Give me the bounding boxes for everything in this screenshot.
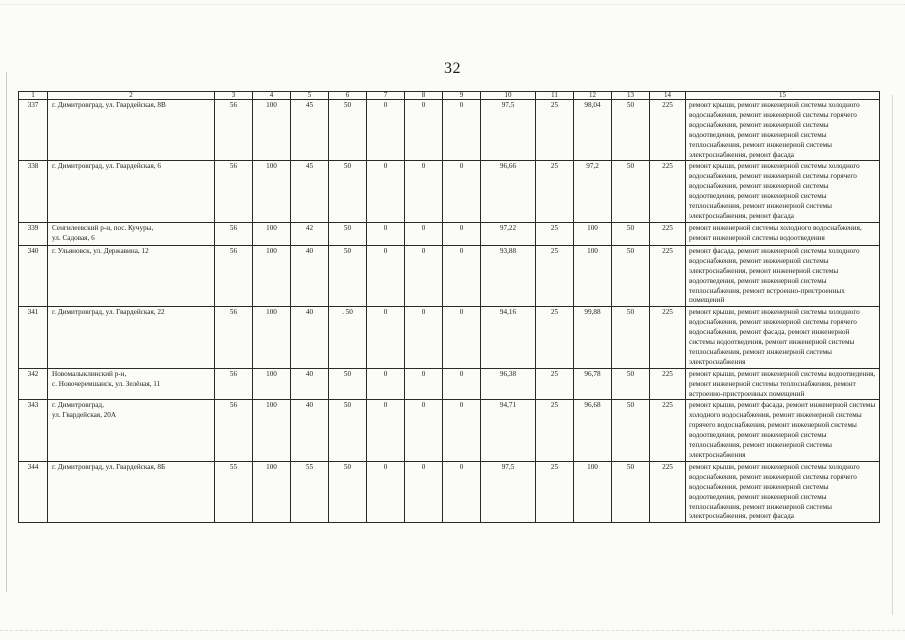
column-header: 13 bbox=[612, 92, 650, 100]
table-row bbox=[19, 461, 880, 522]
value-cell-c6: 50 bbox=[329, 245, 367, 306]
value-cell-c11: 25 bbox=[536, 100, 574, 161]
header-row bbox=[19, 92, 880, 100]
address-line: г. Ульяновск, ул. Державина, 12 bbox=[52, 246, 149, 255]
row-number: 344 bbox=[19, 461, 48, 522]
value-cell-c14: 225 bbox=[650, 368, 686, 400]
value-cell-c7: 0 bbox=[367, 307, 405, 368]
value-cell-c9: 0 bbox=[443, 161, 481, 222]
column-header: 12 bbox=[574, 92, 612, 100]
value-cell-c8: 0 bbox=[405, 461, 443, 522]
value-cell-c4: 100 bbox=[253, 222, 291, 245]
column-header: 1 bbox=[19, 92, 48, 100]
column-header: 8 bbox=[405, 92, 443, 100]
row-number: 337 bbox=[19, 100, 48, 161]
works-cell: ремонт крыши, ремонт фасада, ремонт инженерной системы холодного водоснабжения, ремонт инженерной системы горячего водоснабжения, ремонт инженерной системы водоотведения, ремонт инженерной системы теплоснабжения, ремонт инженерной системы электроснабжения bbox=[686, 400, 880, 461]
row-number: 338 bbox=[19, 161, 48, 222]
value-cell-c11: 25 bbox=[536, 307, 574, 368]
address-cell bbox=[48, 461, 215, 522]
value-cell-c5: 40 bbox=[291, 368, 329, 400]
value-cell-c11: 25 bbox=[536, 368, 574, 400]
value-cell-c6: . 50 bbox=[329, 307, 367, 368]
scan-left-edge bbox=[6, 72, 7, 592]
row-number: 339 bbox=[19, 222, 48, 245]
works-cell: ремонт крыши, ремонт инженерной системы водоотведения, ремонт инженерной системы теплоснабжения, ремонт встроенно-пристроенных помещений bbox=[686, 368, 880, 400]
value-cell-c13: 50 bbox=[612, 400, 650, 461]
value-cell-c3: 56 bbox=[215, 368, 253, 400]
table-row bbox=[19, 368, 880, 400]
value-cell-c12: 96,68 bbox=[574, 400, 612, 461]
value-cell-c10: 97,22 bbox=[481, 222, 536, 245]
column-header: 11 bbox=[536, 92, 574, 100]
value-cell-c13: 50 bbox=[612, 368, 650, 400]
value-cell-c4: 100 bbox=[253, 400, 291, 461]
address-line: Новомалыклинский р-н, bbox=[52, 369, 127, 378]
value-cell-c6: 50 bbox=[329, 400, 367, 461]
column-header: 7 bbox=[367, 92, 405, 100]
value-cell-c9: 0 bbox=[443, 222, 481, 245]
value-cell-c6: 50 bbox=[329, 100, 367, 161]
value-cell-c3: 56 bbox=[215, 161, 253, 222]
address-cell bbox=[48, 400, 215, 461]
address-line: г. Димитровград, ул. Гвардейская, 22 bbox=[52, 308, 165, 317]
value-cell-c11: 25 bbox=[536, 461, 574, 522]
address-line: г. Димитровград, bbox=[52, 401, 104, 410]
value-cell-c5: 40 bbox=[291, 307, 329, 368]
column-header: 6 bbox=[329, 92, 367, 100]
value-cell-c4: 100 bbox=[253, 307, 291, 368]
works-cell: ремонт крыши, ремонт инженерной системы холодного водоснабжения, ремонт инженерной системы горячего водоснабжения, ремонт инженерной системы водоотведения, ремонт инженерной системы теплоснабжения, ремонт инженерной системы электроснабжения, ремонт фасада bbox=[686, 100, 880, 161]
value-cell-c13: 50 bbox=[612, 245, 650, 306]
value-cell-c14: 225 bbox=[650, 400, 686, 461]
value-cell-c4: 100 bbox=[253, 368, 291, 400]
value-cell-c4: 100 bbox=[253, 245, 291, 306]
value-cell-c9: 0 bbox=[443, 100, 481, 161]
address-cell bbox=[48, 368, 215, 400]
column-header: 10 bbox=[481, 92, 536, 100]
value-cell-c8: 0 bbox=[405, 161, 443, 222]
scan-bottom-edge bbox=[0, 630, 905, 635]
value-cell-c13: 50 bbox=[612, 222, 650, 245]
address-line: г. Димитровград, ул. Гвардейская, 8Б bbox=[52, 462, 166, 471]
value-cell-c10: 97,5 bbox=[481, 461, 536, 522]
scan-top-edge bbox=[0, 4, 905, 9]
works-cell: ремонт крыши, ремонт инженерной системы холодного водоснабжения, ремонт инженерной системы горячего водоснабжения, ремонт инженерной системы водоотведения, ремонт инженерной системы теплоснабжения, ремонт инженерной системы электроснабжения, ремонт фасада bbox=[686, 161, 880, 222]
row-number: 342 bbox=[19, 368, 48, 400]
value-cell-c8: 0 bbox=[405, 100, 443, 161]
table-row bbox=[19, 161, 880, 222]
value-cell-c12: 98,04 bbox=[574, 100, 612, 161]
value-cell-c10: 96,66 bbox=[481, 161, 536, 222]
value-cell-c12: 100 bbox=[574, 461, 612, 522]
value-cell-c11: 25 bbox=[536, 222, 574, 245]
address-cell bbox=[48, 222, 215, 245]
value-cell-c11: 25 bbox=[536, 400, 574, 461]
value-cell-c12: 97,2 bbox=[574, 161, 612, 222]
table-row bbox=[19, 222, 880, 245]
value-cell-c7: 0 bbox=[367, 161, 405, 222]
value-cell-c14: 225 bbox=[650, 245, 686, 306]
column-header: 3 bbox=[215, 92, 253, 100]
register-table bbox=[18, 91, 880, 523]
address-line: г. Димитровград, ул. Гвардейская, 6 bbox=[52, 162, 161, 171]
table-row bbox=[19, 245, 880, 306]
value-cell-c3: 56 bbox=[215, 222, 253, 245]
value-cell-c10: 97,5 bbox=[481, 100, 536, 161]
value-cell-c7: 0 bbox=[367, 461, 405, 522]
value-cell-c4: 100 bbox=[253, 100, 291, 161]
value-cell-c7: 0 bbox=[367, 222, 405, 245]
value-cell-c8: 0 bbox=[405, 307, 443, 368]
value-cell-c5: 40 bbox=[291, 245, 329, 306]
address-cell bbox=[48, 100, 215, 161]
row-number: 343 bbox=[19, 400, 48, 461]
table-row bbox=[19, 307, 880, 368]
value-cell-c9: 0 bbox=[443, 307, 481, 368]
value-cell-c3: 56 bbox=[215, 307, 253, 368]
value-cell-c10: 93,88 bbox=[481, 245, 536, 306]
value-cell-c13: 50 bbox=[612, 461, 650, 522]
value-cell-c13: 50 bbox=[612, 307, 650, 368]
column-header: 2 bbox=[48, 92, 215, 100]
works-cell: ремонт инженерной системы холодного водоснабжения, ремонт инженерной системы водоотведения bbox=[686, 222, 880, 245]
address-cell bbox=[48, 307, 215, 368]
value-cell-c12: 100 bbox=[574, 222, 612, 245]
value-cell-c11: 25 bbox=[536, 245, 574, 306]
table-row bbox=[19, 100, 880, 161]
value-cell-c5: 55 bbox=[291, 461, 329, 522]
value-cell-c7: 0 bbox=[367, 100, 405, 161]
address-line: г. Димитровград, ул. Гвардейская, 8В bbox=[52, 101, 166, 109]
value-cell-c13: 50 bbox=[612, 161, 650, 222]
value-cell-c9: 0 bbox=[443, 368, 481, 400]
value-cell-c5: 45 bbox=[291, 161, 329, 222]
column-header: 5 bbox=[291, 92, 329, 100]
value-cell-c6: 50 bbox=[329, 222, 367, 245]
value-cell-c14: 225 bbox=[650, 222, 686, 245]
value-cell-c7: 0 bbox=[367, 400, 405, 461]
value-cell-c10: 94,71 bbox=[481, 400, 536, 461]
works-cell: ремонт крыши, ремонт инженерной системы холодного водоснабжения, ремонт инженерной системы горячего водоснабжения, ремонт инженерной системы водоотведения, ремонт инженерной системы теплоснабжения, ремонт инженерной системы электроснабжения, ремонт фасада bbox=[686, 461, 880, 522]
value-cell-c6: 50 bbox=[329, 461, 367, 522]
value-cell-c13: 50 bbox=[612, 100, 650, 161]
value-cell-c12: 99,88 bbox=[574, 307, 612, 368]
value-cell-c5: 42 bbox=[291, 222, 329, 245]
value-cell-c6: 50 bbox=[329, 368, 367, 400]
value-cell-c12: 96,78 bbox=[574, 368, 612, 400]
address-line: Сенгилеевский р-н, пос. Кучуры, bbox=[52, 223, 154, 232]
works-cell: ремонт фасада, ремонт инженерной системы холодного водоснабжения, ремонт инженерной системы электроснабжения, ремонт инженерной системы водоотведения, ремонт инженерной системы теплоснабжения, ремонт встроенно-пристроенных помещений bbox=[686, 245, 880, 306]
column-header: 15 bbox=[686, 92, 880, 100]
value-cell-c14: 225 bbox=[650, 161, 686, 222]
value-cell-c3: 56 bbox=[215, 400, 253, 461]
value-cell-c8: 0 bbox=[405, 222, 443, 245]
column-header: 9 bbox=[443, 92, 481, 100]
value-cell-c5: 45 bbox=[291, 100, 329, 161]
value-cell-c8: 0 bbox=[405, 245, 443, 306]
address-line: с. Новочеремшанск, ул. Зелёная, 11 bbox=[52, 379, 161, 388]
value-cell-c10: 96,38 bbox=[481, 368, 536, 400]
row-number: 340 bbox=[19, 245, 48, 306]
address-cell bbox=[48, 161, 215, 222]
value-cell-c6: 50 bbox=[329, 161, 367, 222]
page-number: 32 bbox=[444, 60, 461, 77]
value-cell-c4: 100 bbox=[253, 461, 291, 522]
value-cell-c3: 55 bbox=[215, 461, 253, 522]
value-cell-c8: 0 bbox=[405, 368, 443, 400]
value-cell-c14: 225 bbox=[650, 461, 686, 522]
value-cell-c10: 94,16 bbox=[481, 307, 536, 368]
value-cell-c7: 0 bbox=[367, 245, 405, 306]
row-number: 341 bbox=[19, 307, 48, 368]
value-cell-c8: 0 bbox=[405, 400, 443, 461]
value-cell-c7: 0 bbox=[367, 368, 405, 400]
column-header: 4 bbox=[253, 92, 291, 100]
value-cell-c5: 40 bbox=[291, 400, 329, 461]
address-line: ул. Гвардейская, 20А bbox=[52, 411, 117, 420]
scan-right-edge bbox=[892, 95, 893, 615]
value-cell-c9: 0 bbox=[443, 400, 481, 461]
value-cell-c9: 0 bbox=[443, 245, 481, 306]
value-cell-c9: 0 bbox=[443, 461, 481, 522]
works-cell: ремонт крыши, ремонт инженерной системы холодного водоснабжения, ремонт инженерной системы горячего водоснабжения, ремонт фасада, ремонт инженерной системы водоотведения, ремонт инженерной системы теплоснабжения, ремонт инженерной системы электроснабжения bbox=[686, 307, 880, 368]
table-row bbox=[19, 400, 880, 461]
value-cell-c12: 100 bbox=[574, 245, 612, 306]
value-cell-c3: 56 bbox=[215, 100, 253, 161]
value-cell-c14: 225 bbox=[650, 100, 686, 161]
address-line: ул. Садовая, 6 bbox=[52, 233, 95, 242]
column-header: 14 bbox=[650, 92, 686, 100]
value-cell-c3: 56 bbox=[215, 245, 253, 306]
value-cell-c14: 225 bbox=[650, 307, 686, 368]
value-cell-c11: 25 bbox=[536, 161, 574, 222]
value-cell-c4: 100 bbox=[253, 161, 291, 222]
address-cell bbox=[48, 245, 215, 306]
